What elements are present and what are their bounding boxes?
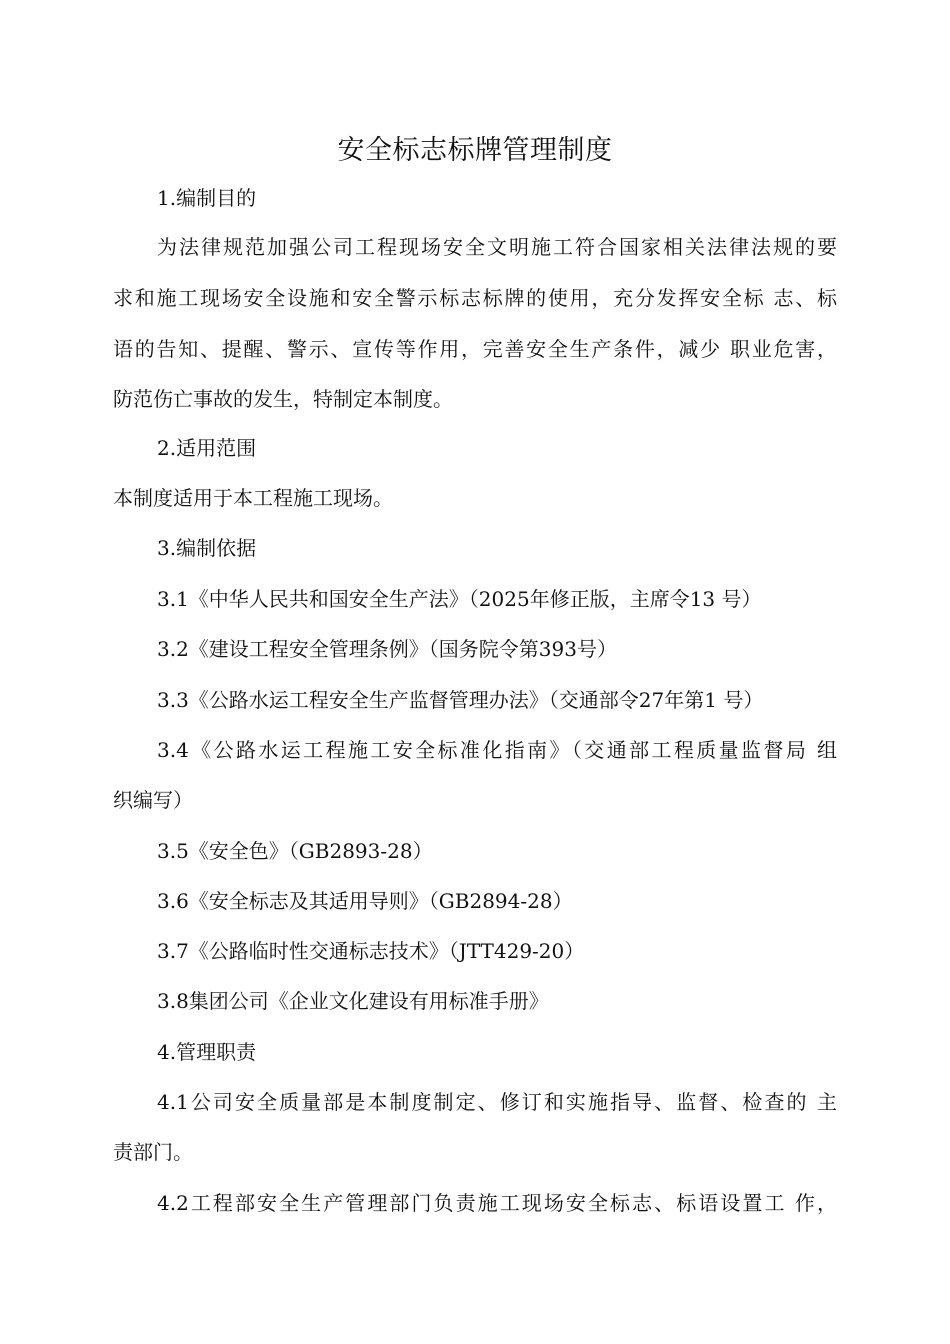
section-heading-scope: 2.适用范围: [157, 436, 257, 460]
paragraph-line: 责部门。: [113, 1140, 193, 1164]
paragraph-line: 4.1公司安全质量部是本制度制定、修订和实施指导、监督、检查的 主: [157, 1090, 837, 1114]
reference-item: 3.2《建设工程安全管理条例》（国务院令第393号）: [157, 637, 617, 661]
reference-item: 3.8集团公司《企业文化建设有用标准手册》: [157, 989, 549, 1013]
paragraph-line: 4.2工程部安全生产管理部门负责施工现场安全标志、标语设置工 作，: [157, 1191, 837, 1215]
paragraph-line: 语的告知、提醒、警示、宣传等作用，完善安全生产条件，减少 职业危害，: [113, 337, 837, 361]
reference-item: 3.5《安全色》（GB2893-28）: [157, 839, 433, 863]
section-heading-purpose: 1.编制目的: [157, 186, 257, 210]
reference-item: 3.1《中华人民共和国安全生产法》（2025年修正版，主席令13 号）: [157, 587, 762, 611]
section-heading-responsibilities: 4.管理职责: [157, 1040, 257, 1064]
reference-item: 3.3《公路水运工程安全生产监督管理办法》（交通部令27年第1 号）: [157, 688, 764, 712]
paragraph-line: 求和施工现场安全设施和安全警示标志标牌的使用，充分发挥安全标 志、标: [113, 286, 837, 310]
paragraph-line: 为法律规范加强公司工程现场安全文明施工符合国家相关法律法规的要: [157, 235, 837, 259]
section-heading-basis: 3.编制依据: [157, 536, 257, 560]
paragraph-line: 防范伤亡事故的发生，特制定本制度。: [113, 387, 453, 411]
paragraph-line: 本制度适用于本工程施工现场。: [113, 486, 393, 510]
reference-item: 3.6《安全标志及其适用导则》（GB2894-28）: [157, 889, 573, 913]
reference-item-continuation: 织编写）: [113, 788, 193, 812]
document-title: 安全标志标牌管理制度: [337, 135, 613, 166]
reference-item: 3.7《公路临时性交通标志技术》（JTT429-20）: [157, 939, 585, 963]
reference-item: 3.4《公路水运工程施工安全标准化指南》（交通部工程质量监督局 组: [157, 738, 837, 762]
